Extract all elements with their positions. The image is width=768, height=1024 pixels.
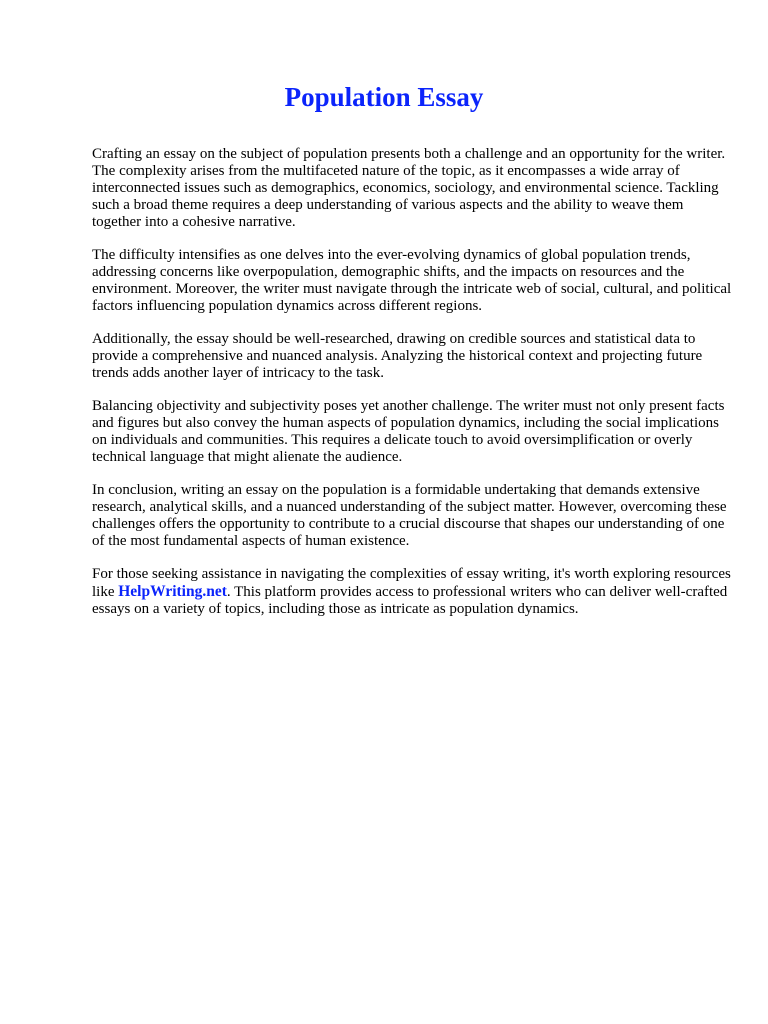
essay-body: [92, 146, 732, 634]
paragraph-6-text-before-link: For those seeking assistance in navigating the complexities of essay writing, it's worth exploring resources like: [92, 566, 731, 600]
paragraph-1: Crafting an essay on the subject of population presents both a challenge and an opportunity for the writer. The complexity arises from the multifaceted nature of the topic, as it encompasses a wide array of interconnected issues such as demographics, economics, sociology, and environmental science. Tackling such a broad theme requires a deep understanding of various aspects and the ability to weave them together into a cohesive narrative.: [92, 146, 726, 230]
paragraph-6: [92, 566, 732, 618]
helpwriting-link[interactable]: HelpWriting.net: [118, 583, 227, 600]
paragraph-6-text-after-link: . This platform provides access to professional writers who can deliver well-crafted essays on a variety of topics, including those as intricate as population dynamics.: [92, 584, 728, 617]
paragraph-3: Additionally, the essay should be well-researched, drawing on credible sources and statistical data to provide a comprehensive and nuanced analysis. Analyzing the historical context and projecting future trends adds another layer of intricacy to the task.: [92, 331, 703, 381]
paragraph-2: The difficulty intensifies as one delves into the ever-evolving dynamics of global population trends, addressing concerns like overpopulation, demographic shifts, and the impacts on resources and the environment. Moreover, the writer must navigate through the intricate web of social, cultural, and political factors influencing population dynamics across different regions.: [92, 247, 732, 314]
paragraph-5: In conclusion, writing an essay on the population is a formidable undertaking that demands extensive research, analytical skills, and a nuanced understanding of the subject matter. However, overcoming these challenges offers the opportunity to contribute to a crucial discourse that shapes our understanding of one of the most fundamental aspects of human existence.: [92, 482, 727, 549]
page-title: Population Essay: [284, 82, 484, 112]
paragraph-4: Balancing objectivity and subjectivity poses yet another challenge. The writer must not only present facts and figures but also convey the human aspects of population dynamics, including the social implications on individuals and communities. This requires a delicate touch to avoid oversimplification or overly technical language that might alienate the audience.: [92, 398, 725, 465]
